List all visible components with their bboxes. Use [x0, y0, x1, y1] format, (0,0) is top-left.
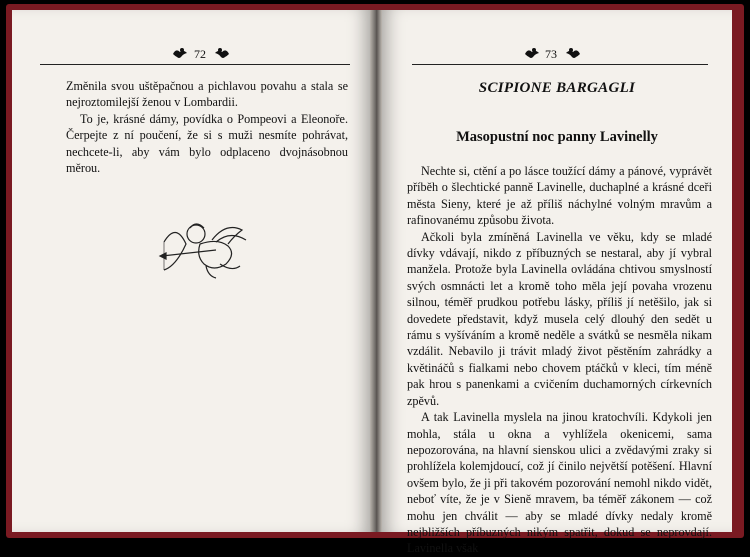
header-rule [412, 64, 708, 65]
header-rule [40, 64, 350, 65]
cherub-ornament-icon [171, 46, 189, 60]
story-author: SCIPIONE BARGAGLI [478, 80, 636, 96]
left-page-header [40, 44, 350, 66]
left-body-text [66, 78, 348, 176]
paragraph: To je, krásné dámy, povídka o Pompeovi a Eleonoře. Čerpejte z ní poučení, že si s muži nesmíte pohrávat, nechcete-li, aby vám bylo odplaceno dvojnásobnou měrou. [66, 111, 348, 176]
left-page [12, 10, 370, 532]
cherub-ornament-icon [213, 46, 231, 60]
page-number: 72 [194, 47, 206, 61]
paragraph: Nechte si, ctění a po lásce toužící dámy a pánové, vyprávět příběh o šlechtické panně Lavinelle, duchaplné a krásné dceři města Sieny, které je až příliš náchylné volným mravům a rafinovanému způsobu života. [407, 164, 712, 228]
paragraph: A tak Lavinella myslela na jinou kratochvíli. Kdykoli jen mohla, stála u okna a vyhlížela okenicemi, sama nepozorována, na hlavní sienskou ulici a zvědavými zraky si prohlížela kolemjdoucí, což jí činilo největší potěšení. Hlavní ovšem bylo, že ji při takovém pozorování nemohl nikdo vidět, neboť víte, že je v Sieně mravem, ba téměř zákonem — což mohu jen chválit — aby se mladé dívky nedaly kromě nejbližších příbuzných nikým spatřit, dokud se neprovdají. Lavinella však [407, 410, 712, 556]
cherub-ornament-icon [523, 46, 541, 60]
cherub-ornament-icon [564, 46, 582, 60]
cupid-with-bow-icon [156, 214, 256, 284]
open-book [6, 4, 744, 556]
book-gutter [370, 10, 382, 532]
page-number: 73 [545, 47, 557, 61]
right-page-header [412, 44, 708, 66]
paragraph: Ačkoli byla zmíněná Lavinella ve věku, kdy se mladé dívky vdávají, nikdo z příbuzných se nestaral, aby jí vybral manžela. Protože byla Lavinella ovládána chtivou smyslností svých osmnácti let a kromě toho měla její povaha vrozenu silnou, téměř prudkou potřebu lásky, příliš jí netěšilo, jak si dovedete představit, když musela celý dlouhý den sedět u rámu s vyšíváním a kromě neděle a svátků se nesměla nikam vzdálit. Nebavilo ji trávit mladý život pěstěním zahrádky a květináčů s fialkami nebo chovem ptáčků v kleci, tím méně pak hrou s panenkami a cvičením duchamorných církevních zpěvů. [407, 229, 712, 408]
paragraph: Změnila svou uštěpačnou a pichlavou povahu a stala se nejroztomilejší ženou v Lombardii. [66, 79, 348, 110]
right-body-text [407, 163, 712, 557]
right-page [382, 10, 732, 556]
story-title: Masopustní noc panny Lavinelly [456, 129, 658, 145]
